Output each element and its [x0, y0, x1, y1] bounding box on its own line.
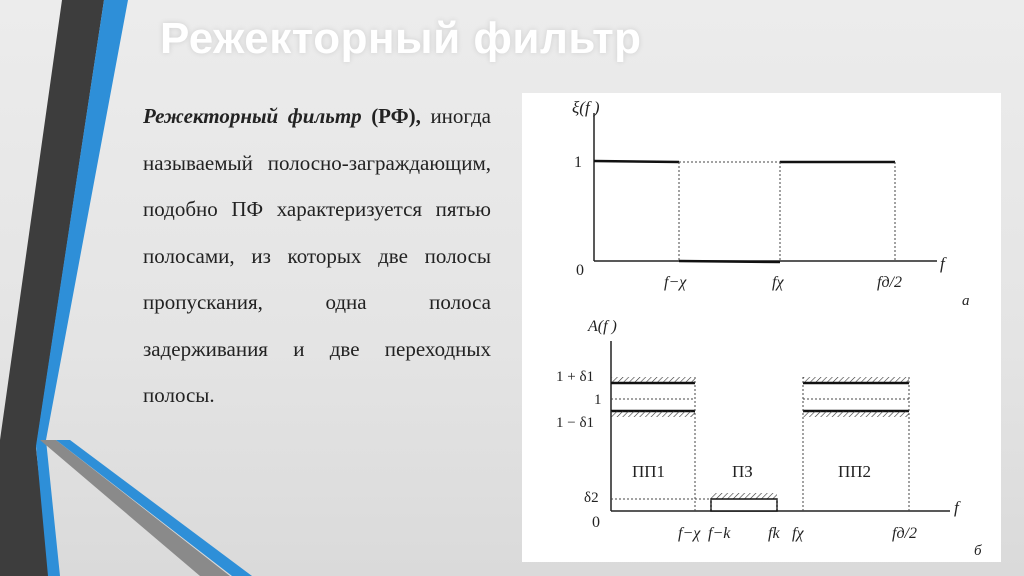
- filter-diagram-figure: [522, 93, 1001, 562]
- a-tick-f-minus-chi: f−χ: [664, 274, 687, 291]
- b-tick-1-minus-delta1: 1 − δ1: [556, 415, 595, 431]
- b-tick-f-chi: fχ: [792, 525, 804, 542]
- a-tick-0: 0: [576, 262, 584, 279]
- a-tick-fd-half: fд/2: [877, 274, 902, 291]
- b-pp1-hatch-bottom: [611, 411, 695, 417]
- a-x-label: f: [940, 254, 945, 273]
- lead-abbrev: (РФ),: [371, 104, 421, 128]
- a-y-label: ξ(f ): [572, 98, 600, 117]
- b-x-label: f: [954, 498, 959, 517]
- b-tick-1: 1: [594, 392, 602, 408]
- b-y-label: A(f ): [588, 318, 617, 335]
- b-tick-0: 0: [592, 514, 600, 531]
- a-stopband: [679, 261, 780, 262]
- b-pz-box: [711, 499, 777, 511]
- b-band-pp2: ПП2: [838, 462, 872, 481]
- b-tick-f-minus-chi: f−χ: [678, 525, 701, 542]
- slide-title: Режекторный фильтр: [160, 14, 642, 63]
- a-tick-1: 1: [574, 154, 582, 171]
- b-tick-f-k: fk: [768, 525, 780, 542]
- diagram-a: [572, 98, 970, 309]
- b-pp2-hatch-bottom: [803, 411, 909, 417]
- a-panel-label: а: [962, 293, 970, 309]
- b-tick-1-plus-delta1: 1 + δ1: [556, 369, 595, 385]
- b-band-pz: ПЗ: [732, 462, 753, 481]
- filter-diagrams: [522, 93, 1001, 562]
- stripe-gray: [40, 440, 230, 576]
- b-tick-delta2: δ2: [584, 490, 599, 506]
- a-passband-1: [594, 161, 679, 162]
- b-tick-fd-half: fд/2: [892, 525, 917, 542]
- stripe-dark: [0, 0, 104, 576]
- diagram-b: [556, 318, 982, 559]
- body-rest: иногда называемый полосно-заграждающим, подобно ПФ характеризуется пятью полосами, из которых две полосы пропускания, одна полоса задерживания и две переходных полосы.: [143, 104, 491, 407]
- lead-term: Режекторный фильтр: [143, 104, 362, 128]
- body-paragraph: [143, 93, 491, 419]
- b-tick-f-minus-k: f−k: [708, 525, 731, 542]
- stripe-blue-lower: [56, 440, 252, 576]
- a-tick-f-chi: fχ: [772, 274, 784, 291]
- b-pz-hatch: [711, 493, 777, 499]
- b-panel-label: б: [974, 543, 982, 559]
- b-band-pp1: ПП1: [632, 462, 666, 481]
